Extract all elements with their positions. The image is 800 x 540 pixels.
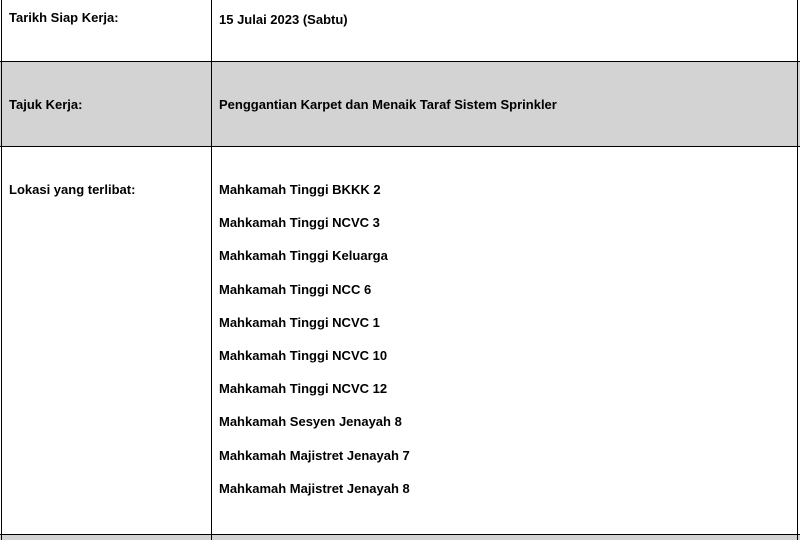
- location-item: Mahkamah Majistret Jenayah 8: [219, 480, 410, 496]
- location-item: Mahkamah Tinggi NCVC 3: [219, 215, 380, 231]
- row-work-title: [0, 61, 800, 147]
- completion-date-value: 15 Julai 2023 (Sabtu): [219, 12, 348, 27]
- row-locations: [0, 146, 800, 535]
- left-border: [1, 535, 2, 540]
- left-border: [1, 62, 2, 147]
- locations-list: [219, 182, 410, 514]
- location-item: Mahkamah Tinggi NCVC 10: [219, 347, 388, 363]
- right-border: [797, 147, 798, 535]
- left-border: [1, 0, 2, 62]
- row-next-partial: [0, 534, 800, 540]
- location-item: Mahkamah Tinggi BKKK 2: [219, 182, 381, 197]
- left-border: [1, 147, 2, 535]
- location-item: Mahkamah Tinggi NCVC 12: [219, 381, 388, 397]
- location-item: Mahkamah Majistret Jenayah 7: [219, 447, 410, 463]
- completion-date-label: Tarikh Siap Kerja:: [9, 10, 119, 25]
- location-item: Mahkamah Tinggi Keluarga: [219, 248, 388, 264]
- column-divider: [211, 0, 212, 62]
- column-divider: [211, 62, 212, 147]
- location-item: Mahkamah Tinggi NCVC 1: [219, 314, 380, 330]
- right-border: [797, 0, 798, 62]
- row-completion-date: [0, 0, 800, 62]
- column-divider: [211, 147, 212, 535]
- location-item: Mahkamah Tinggi NCC 6: [219, 281, 372, 297]
- location-item: Mahkamah Sesyen Jenayah 8: [219, 414, 402, 430]
- work-title-value: Penggantian Karpet dan Menaik Taraf Sistem Sprinkler: [219, 97, 557, 112]
- column-divider: [211, 535, 212, 540]
- right-border: [797, 535, 798, 540]
- locations-label: Lokasi yang terlibat:: [9, 182, 136, 197]
- work-title-label: Tajuk Kerja:: [9, 97, 83, 112]
- right-border: [797, 62, 798, 147]
